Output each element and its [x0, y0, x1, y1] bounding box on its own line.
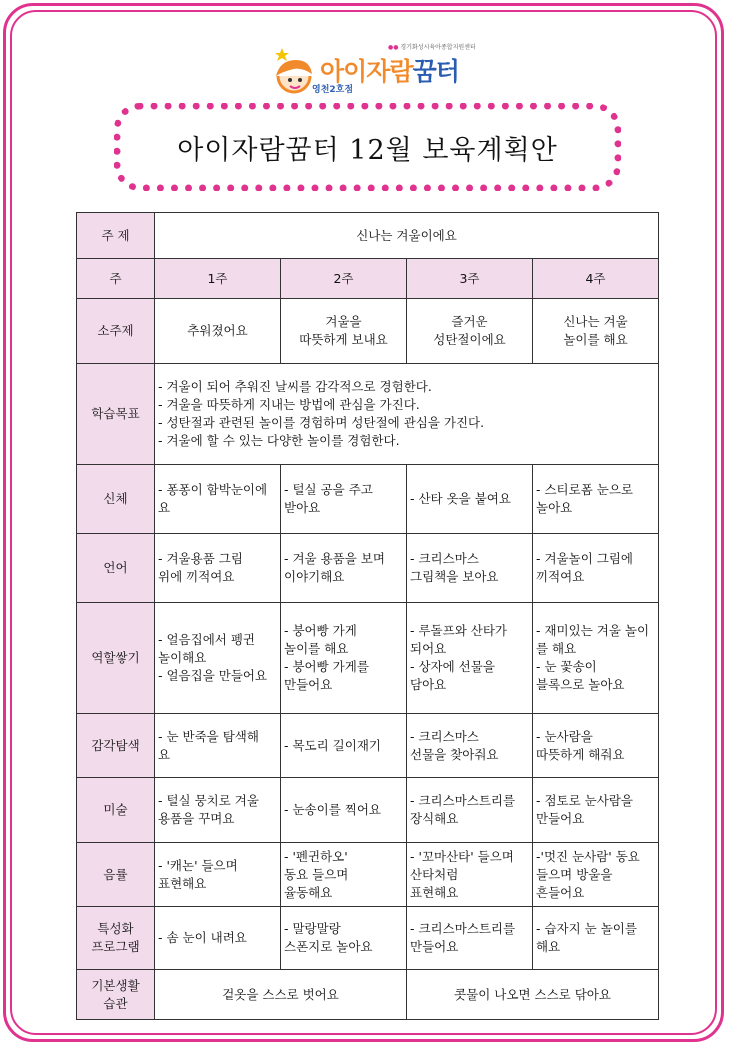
cell-line: 들으며 방울을: [536, 866, 613, 882]
cell-line: 성탄절이에요: [433, 332, 506, 347]
cell-line: 따뜻하게 보내요: [299, 332, 388, 347]
table-row-goals: [77, 364, 659, 465]
cell-line: - 눈송이를 찍어요: [284, 802, 381, 817]
sensory-week-3-cell: [407, 714, 533, 778]
goal-line: - 겨울을 따뜻하게 지내는 방법에 관심을 가진다.: [158, 397, 420, 412]
subtheme-week-4-cell: [533, 299, 659, 364]
row-label: 주: [77, 259, 155, 299]
music-week-2-cell: [281, 843, 407, 907]
roleplay-week-4-cell: [533, 603, 659, 714]
page-title: 아이자람꿈터 12월 보육계획안: [177, 134, 558, 166]
table-row-special: [77, 907, 659, 970]
cell-line: - 크리스마스트리를: [410, 793, 516, 808]
subtheme-week-1-cell: [155, 299, 281, 364]
week-header: 3주: [407, 259, 533, 299]
cell-line: - 얼음집을 만들어요: [158, 668, 268, 683]
music-week-1-cell: [155, 843, 281, 907]
cell-line: 놀이를 해요: [563, 332, 628, 347]
cell-line: - 얼음집에서 펭귄: [158, 632, 255, 647]
habit-cell: 겉옷을 스스로 벗어요: [155, 970, 407, 1020]
art-week-3-cell: [407, 778, 533, 843]
sensory-week-1-cell: [155, 714, 281, 778]
cell-line: 해요: [536, 939, 561, 954]
cell-line: - 눈 꽃송이: [536, 659, 597, 674]
cell-line: 이야기해요: [284, 569, 345, 584]
cell-line: - '캐논' 들으며: [158, 857, 238, 873]
roleplay-week-2-cell: [281, 603, 407, 714]
table-row-habits: [77, 970, 659, 1020]
art-week-2-cell: [281, 778, 407, 843]
cell-line: 만들어요: [284, 677, 333, 692]
body-week-3-cell: [407, 465, 533, 534]
cell-line: - 루돌프와 산타가: [410, 623, 507, 638]
table-row-subtheme: [77, 299, 659, 364]
cell-line: - 산타 옷을 붙여요: [410, 491, 511, 506]
cell-line: - 크리스마스트리를: [410, 921, 516, 936]
cell-line: - 크리스마스: [410, 728, 479, 744]
cell-line: 장식해요: [410, 811, 459, 826]
cell-line: - 습자지 눈 놀이를: [536, 921, 637, 936]
cell-line: - 스티로폼 눈으로: [536, 482, 633, 497]
cell-line: - '꼬마산타' 들으며: [410, 848, 514, 864]
cell-line: - 눈 반죽을 탐색해: [158, 728, 259, 744]
special-week-4-cell: [533, 907, 659, 970]
goal-line: - 성탄절과 관련된 놀이를 경험하며 성탄절에 관심을 가진다.: [158, 415, 485, 430]
cell-line: - 말랑말랑: [284, 921, 341, 936]
art-week-1-cell: [155, 778, 281, 843]
plan-table: [76, 212, 659, 1020]
cell-line: 스폰지로 놀아요: [284, 939, 373, 954]
table-row-language: [77, 534, 659, 603]
center-name: ●● 경기화성시육아종합지원센터: [388, 44, 476, 51]
week-header: 2주: [281, 259, 407, 299]
cell-line: - 겨울용품 그림: [158, 551, 243, 566]
music-week-4-cell: [533, 843, 659, 907]
cell-line: - 붕어빵 가게를: [284, 659, 369, 674]
row-label: 특성화 프로그램: [77, 907, 155, 970]
brand-name: 아이자람꿈터: [320, 57, 459, 86]
body-week-4-cell: [533, 465, 659, 534]
cell-line: 받아요: [284, 500, 321, 515]
cell-line: 표현해요: [410, 884, 459, 900]
cell-line: - 상자에 선물을 담아요: [410, 659, 495, 692]
table-row-week: [77, 259, 659, 299]
week-header: 1주: [155, 259, 281, 299]
cell-line: 즐거운: [451, 314, 488, 329]
week-header: 4주: [533, 259, 659, 299]
cell-line: - 솜 눈이 내려요: [158, 930, 247, 945]
cell-line: - 눈사람을: [536, 728, 593, 744]
cell-line: 흔들어요: [536, 884, 585, 900]
goal-line: - 겨울에 할 수 있는 다양한 놀이를 경험한다.: [158, 433, 400, 448]
subtheme-week-2-cell: [281, 299, 407, 364]
cell-line: 따뜻하게 해줘요: [536, 746, 625, 762]
cell-line: - 겨울 용품을 보며: [284, 551, 385, 566]
row-label: 음률: [77, 843, 155, 907]
cell-line: - 겨울놀이 그림에: [536, 551, 633, 566]
cell-line: 되어요: [410, 641, 447, 656]
cell-line: 선물을 찾아줘요: [410, 746, 499, 762]
cell-line: - 털실 뭉치로 겨울: [158, 793, 259, 808]
table-row-roleplay: [77, 603, 659, 714]
cell-line: - 재미있는 겨울 놀이: [536, 623, 650, 638]
cell-line: - 점토로 눈사람을: [536, 793, 633, 808]
goals-cell: [155, 364, 659, 465]
cell-line: 블록으로 놀아요: [536, 677, 625, 692]
roleplay-week-1-cell: [155, 603, 281, 714]
logo: [270, 38, 500, 100]
theme-value: 신나는 겨울이에요: [155, 213, 659, 259]
title-box: [114, 103, 621, 191]
cell-line: - 털실 공을 주고: [284, 482, 373, 497]
table-row-sensory: [77, 714, 659, 778]
cell-line: - 퐁퐁이 함박눈이에: [158, 482, 268, 497]
cell-line: 놀아요: [536, 500, 573, 515]
goal-line: - 겨울이 되어 추워진 날씨를 감각적으로 경험한다.: [158, 379, 432, 394]
roleplay-week-3-cell: [407, 603, 533, 714]
cell-line: 추워졌어요: [187, 323, 248, 338]
cell-line: 놀이를 해요: [284, 641, 349, 656]
cell-line: 신나는 겨울: [563, 314, 628, 329]
row-label: 소주제: [77, 299, 155, 364]
cell-line: 요: [158, 746, 171, 762]
row-label: 감각탐색: [77, 714, 155, 778]
body-week-2-cell: [281, 465, 407, 534]
row-label: 기본생활 습관: [77, 970, 155, 1020]
art-week-4-cell: [533, 778, 659, 843]
cell-line: 만들어요: [536, 811, 585, 826]
branch-name: 영천2호점: [312, 85, 354, 95]
cell-line: 동요 들으며: [284, 866, 349, 882]
body-week-1-cell: [155, 465, 281, 534]
row-label: 신체: [77, 465, 155, 534]
music-week-3-cell: [407, 843, 533, 907]
language-week-2-cell: [281, 534, 407, 603]
row-label: 언어: [77, 534, 155, 603]
child-face-icon: [270, 48, 318, 96]
special-week-3-cell: [407, 907, 533, 970]
row-label: 학습목표: [77, 364, 155, 465]
habit-cell: 콧물이 나오면 스스로 닦아요: [407, 970, 659, 1020]
cell-line: -'멋진 눈사람' 동요: [536, 848, 640, 864]
cell-line: 를 해요: [536, 641, 577, 656]
cell-line: 산타처럼: [410, 866, 459, 882]
sensory-week-4-cell: [533, 714, 659, 778]
special-week-2-cell: [281, 907, 407, 970]
language-week-3-cell: [407, 534, 533, 603]
row-label: 주 제: [77, 213, 155, 259]
table-row-body: [77, 465, 659, 534]
cell-line: 끼적여요: [536, 569, 585, 584]
row-label: 미술: [77, 778, 155, 843]
language-week-1-cell: [155, 534, 281, 603]
cell-line: - '펜귄하오': [284, 848, 348, 864]
special-week-1-cell: [155, 907, 281, 970]
cell-line: 놀이해요: [158, 650, 207, 665]
cell-line: - 목도리 길이재기: [284, 737, 381, 753]
table-row-art: [77, 778, 659, 843]
language-week-4-cell: [533, 534, 659, 603]
cell-line: 겨울을: [325, 314, 362, 329]
subtheme-week-3-cell: [407, 299, 533, 364]
cell-line: 위에 끼적여요: [158, 569, 235, 584]
cell-line: 요: [158, 500, 171, 515]
table-row-music: [77, 843, 659, 907]
cell-line: 표현해요: [158, 875, 207, 891]
cell-line: - 크리스마스: [410, 551, 479, 566]
sensory-week-2-cell: [281, 714, 407, 778]
cell-line: 만들어요: [410, 939, 459, 954]
cell-line: - 붕어빵 가게: [284, 623, 357, 638]
cell-line: 율동해요: [284, 884, 333, 900]
cell-line: 용품을 꾸며요: [158, 811, 235, 826]
row-label: 역할쌓기: [77, 603, 155, 714]
cell-line: 그림책을 보아요: [410, 569, 499, 584]
table-row-theme: [77, 213, 659, 259]
